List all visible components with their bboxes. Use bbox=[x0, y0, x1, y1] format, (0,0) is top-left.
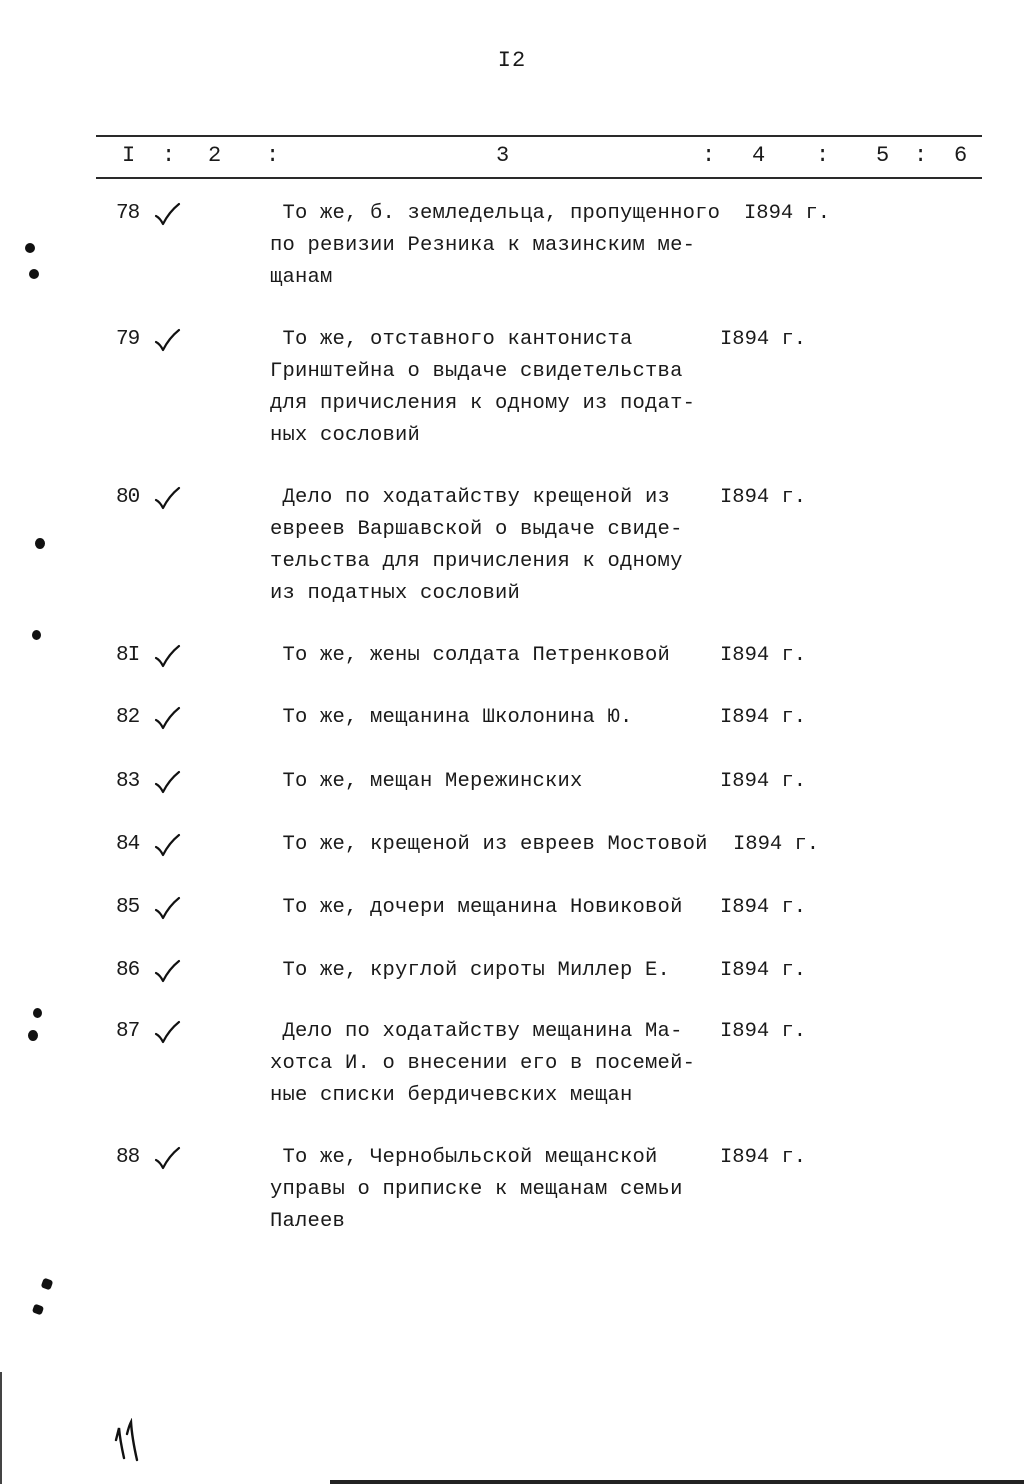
entry-date: I894 г. bbox=[744, 202, 831, 225]
check-mark-icon bbox=[152, 833, 182, 859]
check-mark-icon bbox=[152, 202, 182, 228]
description-line: То же, жены солдата Петренковой bbox=[270, 644, 671, 667]
check-mark-icon bbox=[152, 1146, 182, 1172]
description-line: щанам bbox=[270, 266, 333, 289]
description-line: по ревизии Резника к мазинским ме- bbox=[270, 234, 696, 257]
entry-number: 78 bbox=[116, 202, 140, 225]
check-mark-icon bbox=[152, 486, 182, 512]
description-line: Палеев bbox=[270, 1210, 346, 1233]
description-line: То же, круглой сироты Миллер Е. bbox=[270, 959, 671, 982]
column-separator: : bbox=[914, 143, 928, 168]
description-line: То же, Чернобыльской мещанской bbox=[270, 1146, 658, 1169]
column-header-6: 6 bbox=[954, 143, 968, 168]
entry-description bbox=[270, 829, 730, 861]
description-line: для причисления к одному из подат- bbox=[270, 392, 696, 415]
entry-number: 84 bbox=[116, 833, 140, 856]
entry-date: I894 г. bbox=[720, 959, 807, 982]
description-line: Гринштейна о выдаче свидетельства bbox=[270, 360, 683, 383]
description-line: То же, дочери мещанина Новиковой bbox=[270, 896, 683, 919]
entry-date: I894 г. bbox=[720, 486, 807, 509]
punch-hole-mark bbox=[33, 1008, 42, 1018]
column-separator: : bbox=[266, 143, 280, 168]
column-header-3: 3 bbox=[496, 143, 510, 168]
entry-date: I894 г. bbox=[720, 896, 807, 919]
punch-hole-mark bbox=[32, 1304, 44, 1316]
punch-hole-mark bbox=[28, 1030, 38, 1041]
entry-number: 82 bbox=[116, 706, 140, 729]
description-line: То же, мещан Мережинских bbox=[270, 770, 583, 793]
description-line: ных сословий bbox=[270, 424, 421, 447]
entry-date: I894 г. bbox=[720, 328, 807, 351]
description-line: То же, мещанина Школонина Ю. bbox=[270, 706, 633, 729]
column-header-2: 2 bbox=[208, 143, 222, 168]
entry-date: I894 г. bbox=[720, 770, 807, 793]
entry-date: I894 г. bbox=[720, 644, 807, 667]
handwritten-mark-icon bbox=[112, 1418, 144, 1466]
entry-description bbox=[270, 482, 730, 610]
entry-number: 79 bbox=[116, 328, 140, 351]
header-top-rule bbox=[96, 135, 982, 137]
check-mark-icon bbox=[152, 959, 182, 985]
description-line: хотса И. о внесении его в посемей- bbox=[270, 1052, 696, 1075]
entry-number: 80 bbox=[116, 486, 140, 509]
description-line: из податных сословий bbox=[270, 582, 521, 605]
punch-hole-mark bbox=[29, 269, 39, 279]
entry-description bbox=[270, 1142, 730, 1238]
description-line: управы о приписке к мещанам семьи bbox=[270, 1178, 683, 1201]
entry-date: I894 г. bbox=[720, 1146, 807, 1169]
entry-description bbox=[270, 198, 730, 294]
header-bottom-rule bbox=[96, 177, 982, 179]
page-bottom-edge bbox=[330, 1480, 1024, 1484]
page-number: I2 bbox=[497, 48, 527, 73]
column-separator: : bbox=[162, 143, 176, 168]
description-line: Дело по ходатайству мещанина Ма- bbox=[270, 1020, 683, 1043]
description-line: То же, б. земледельца, пропущенного bbox=[270, 202, 721, 225]
column-header-I: I bbox=[122, 143, 136, 168]
entry-description bbox=[270, 1016, 730, 1112]
column-separator: : bbox=[816, 143, 830, 168]
column-header-4: 4 bbox=[752, 143, 766, 168]
description-line: То же, отставного кантониста bbox=[270, 328, 633, 351]
punch-hole-mark bbox=[25, 243, 35, 253]
entry-description bbox=[270, 955, 730, 987]
check-mark-icon bbox=[152, 770, 182, 796]
entry-number: 8I bbox=[116, 644, 140, 667]
description-line: ные списки бердичевских мещан bbox=[270, 1084, 633, 1107]
entry-description bbox=[270, 702, 730, 734]
description-line: тельства для причисления к одному bbox=[270, 550, 683, 573]
check-mark-icon bbox=[152, 328, 182, 354]
entry-description bbox=[270, 324, 730, 452]
description-line: То же, крещеной из евреев Мостовой bbox=[270, 833, 708, 856]
check-mark-icon bbox=[152, 1020, 182, 1046]
entry-number: 83 bbox=[116, 770, 140, 793]
punch-hole-mark bbox=[41, 1278, 54, 1291]
entry-description bbox=[270, 766, 730, 798]
entry-number: 87 bbox=[116, 1020, 140, 1043]
check-mark-icon bbox=[152, 896, 182, 922]
entry-number: 88 bbox=[116, 1146, 140, 1169]
column-header-5: 5 bbox=[876, 143, 890, 168]
column-separator: : bbox=[702, 143, 716, 168]
check-mark-icon bbox=[152, 706, 182, 732]
entry-description bbox=[270, 640, 730, 672]
check-mark-icon bbox=[152, 644, 182, 670]
description-line: Дело по ходатайству крещеной из bbox=[270, 486, 671, 509]
entry-date: I894 г. bbox=[720, 706, 807, 729]
entry-number: 86 bbox=[116, 959, 140, 982]
handwritten-sheet-number bbox=[112, 1418, 144, 1466]
entry-date: I894 г. bbox=[733, 833, 820, 856]
entry-number: 85 bbox=[116, 896, 140, 919]
description-line: евреев Варшавской о выдаче свиде- bbox=[270, 518, 683, 541]
punch-hole-mark bbox=[32, 630, 41, 640]
punch-hole-mark bbox=[35, 538, 45, 549]
page-left-edge bbox=[0, 1372, 2, 1484]
entry-description bbox=[270, 892, 730, 924]
entry-date: I894 г. bbox=[720, 1020, 807, 1043]
